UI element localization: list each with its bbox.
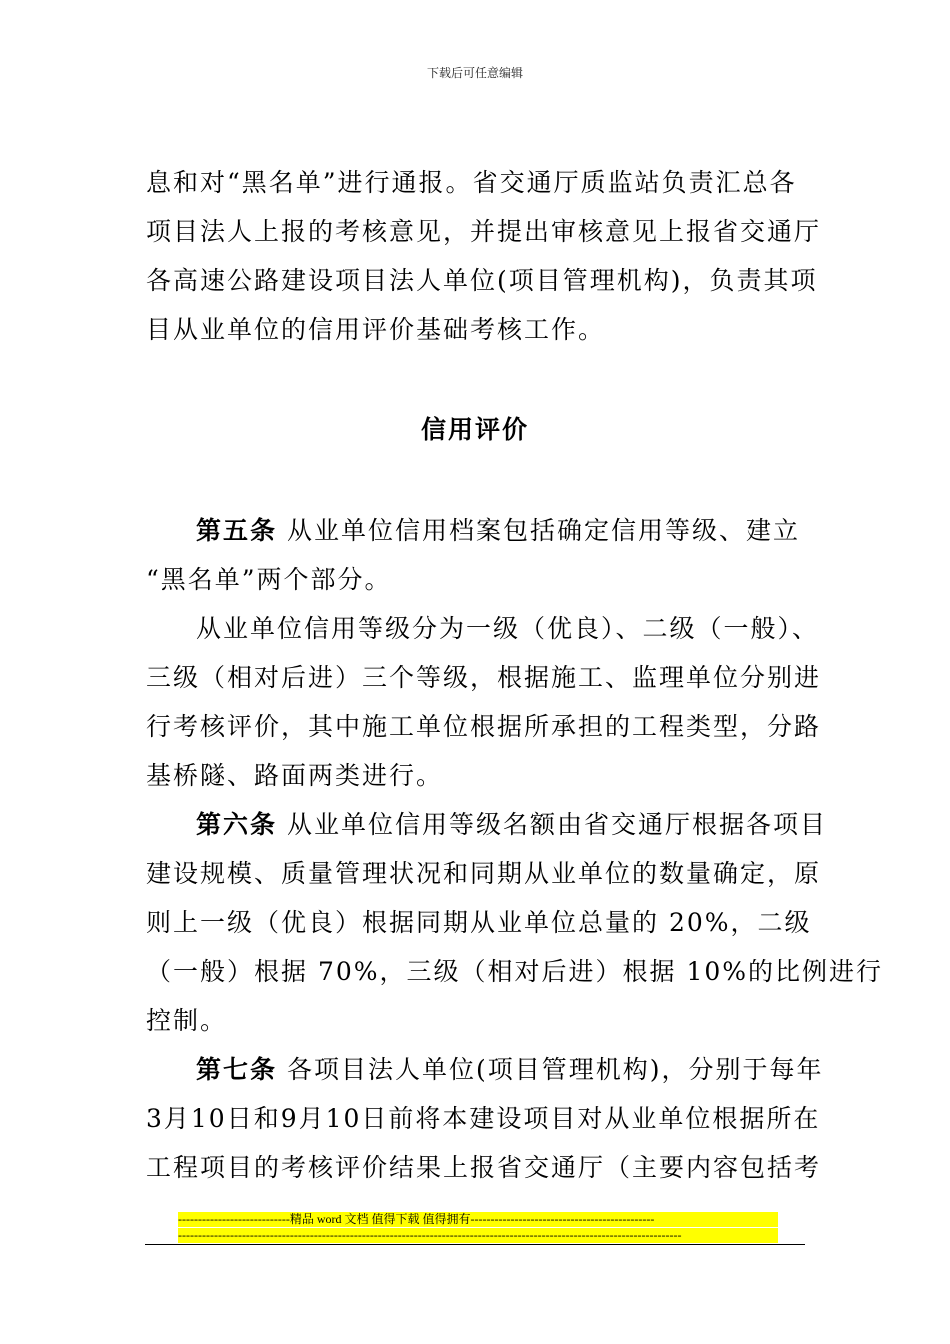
text-line: 目从业单位的信用评价基础考核工作。 — [146, 315, 606, 344]
article7-text: 各项目法人单位(项目管理机构)，分别于每年 — [286, 1055, 824, 1084]
text-line: （一般）根据 70%，三级（相对后进）根据 10%的比例进行 — [146, 957, 884, 986]
page-header: 下载后可任意编辑 — [426, 66, 523, 80]
text-line: 工程项目的考核评价结果上报省交通厅（主要内容包括考 — [146, 1153, 822, 1182]
text-line: 行考核评价，其中施工单位根据所承担的工程类型，分路 — [146, 712, 822, 741]
footer-divider — [145, 1244, 805, 1245]
text-line: 各高速公路建设项目法人单位(项目管理机构)，负责其项 — [146, 266, 818, 295]
text-line: 3月10日和9月10日前将本建设项目对从业单位根据所在 — [146, 1104, 821, 1133]
article5-text: 从业单位信用档案包括确定信用等级、建立 — [286, 516, 800, 545]
article5-line1 — [146, 506, 806, 555]
text-line: 三级（相对后进）三个等级，根据施工、监理单位分别进 — [146, 663, 822, 692]
article5-label: 第五条 — [196, 516, 278, 545]
articles-body — [146, 506, 884, 1192]
text-line: 则上一级（优良）根据同期从业单位总量的 20%，二级 — [146, 908, 812, 937]
article6-label: 第六条 — [196, 810, 278, 839]
footer-banner-line2: ------------------------------------------------------------------------------------------------------------------------------ — [178, 1228, 778, 1243]
text-line: “黑名单”两个部分。 — [146, 565, 392, 594]
article6-text: 从业单位信用等级名额由省交通厅根据各项目 — [286, 810, 827, 839]
text-line: 建设规模、质量管理状况和同期从业单位的数量确定，原 — [146, 859, 822, 888]
article7-label: 第七条 — [196, 1055, 278, 1084]
text-line: 控制。 — [146, 1006, 228, 1035]
text-line: 基桥隧、路面两类进行。 — [146, 761, 444, 790]
footer-banner-line1: ----------------------------精品 word 文档 值得下载 值得拥有---------------------------------------------- — [178, 1212, 778, 1227]
text-line: 项目法人上报的考核意见，并提出审核意见上报省交通厅 — [146, 217, 822, 246]
article7-line1 — [146, 1045, 824, 1094]
text-line: 从业单位信用等级分为一级（优良）、二级（一般）、 — [196, 614, 820, 643]
article6-line1 — [146, 800, 827, 849]
text-line: 息和对“黑名单”进行通报。省交通厅质监站负责汇总各 — [146, 168, 797, 197]
top-paragraph — [146, 158, 822, 354]
section-title: 信用评价 — [420, 415, 529, 444]
